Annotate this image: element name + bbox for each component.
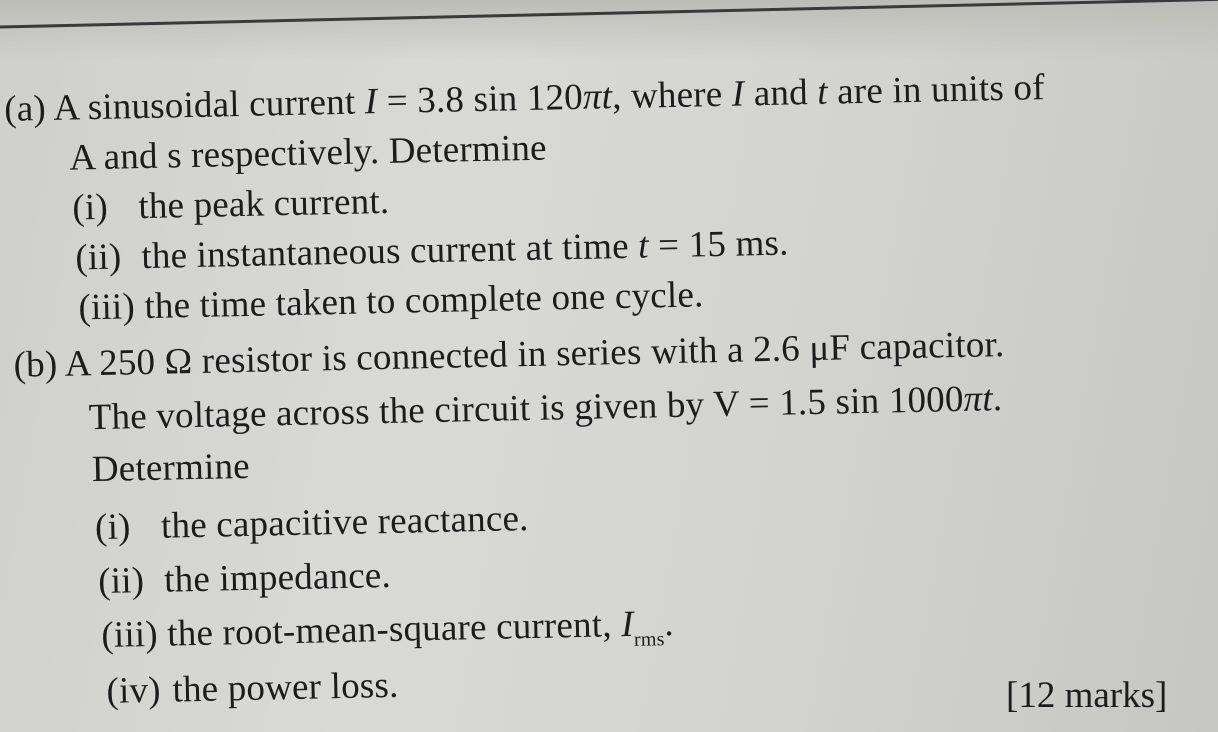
marks-allocation: [12 marks]: [1006, 675, 1168, 716]
part-text: the peak current.: [137, 180, 390, 228]
part-text: the impedance.: [163, 554, 392, 601]
question-b-stem-line3: Determine: [91, 445, 251, 491]
question-b-label: (b): [13, 343, 58, 386]
part-text: the instantaneous current at time t = 15 ms.: [140, 222, 789, 278]
part-label: (i): [94, 506, 132, 549]
question-a-part-i: [72, 182, 390, 229]
question-b-stem-line1: [13, 325, 1005, 386]
part-label: (iv): [106, 669, 162, 712]
part-label: (iii): [100, 613, 159, 657]
part-label: (ii): [97, 560, 145, 603]
part-text: the power loss.: [172, 664, 399, 711]
question-b-part-iv: [106, 666, 399, 712]
question-a-part-iii: [78, 275, 704, 328]
question-b-stem-line2: The voltage across the circuit is given by V = 1.5 sin 1000πt.: [88, 378, 1003, 439]
question-a-stem-line2: A and s respectively. Determine: [68, 127, 548, 179]
part-text: the root-mean-square current, $I_{rms}$.: [166, 603, 675, 655]
question-b-stem-text: A 250 Ω resistor is connected in series with a 2.6 μF capacitor.: [64, 324, 1005, 385]
part-text: the capacitive reactance.: [160, 498, 529, 547]
part-label: (iii): [78, 286, 136, 329]
question-b-part-i: [95, 499, 529, 548]
part-label: (i): [71, 186, 109, 229]
question-b-part-iii: [101, 604, 674, 661]
question-a-stem-line1: [4, 68, 1045, 130]
part-label: (ii): [74, 236, 122, 279]
question-a-part-ii: [75, 224, 789, 279]
part-text: the time taken to complete one cycle.: [144, 274, 704, 328]
question-b-part-ii: [98, 556, 392, 602]
question-a-stem-text: A sinusoidal current I = 3.8 sin 120πt, where I and t are in units of: [52, 67, 1046, 129]
question-a-label: (a): [3, 88, 47, 130]
